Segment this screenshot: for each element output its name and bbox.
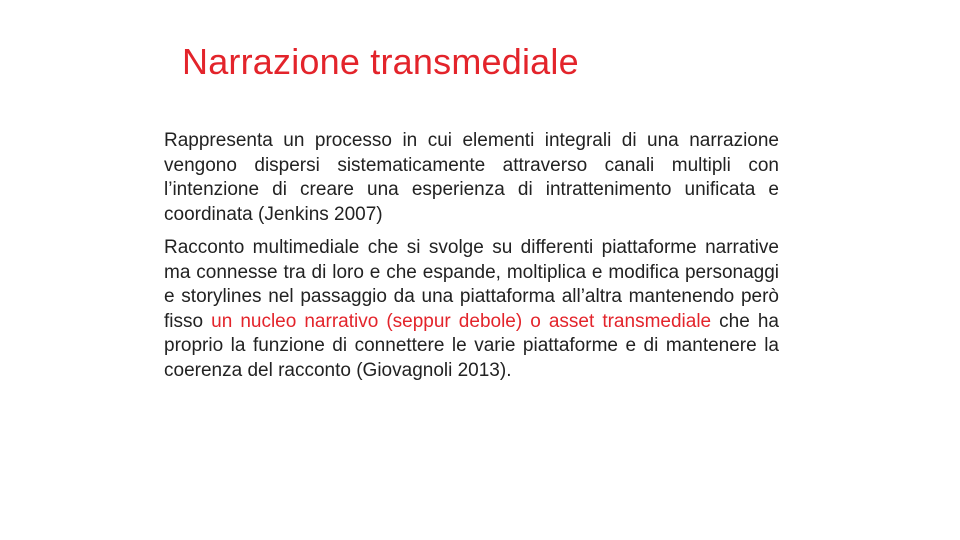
paragraph-text-after-highlight: che ha proprio la funzione di connettere le varie piattaforme e di mantenere la coerenza del racconto (Giovagnoli 2013).: [164, 310, 779, 381]
highlighted-phrase: un nucleo narrativo (seppur debole) o asset transmediale: [211, 310, 712, 332]
paragraph-text-before-highlight: Racconto multimediale che si svolge su differenti piattaforme narrative ma connesse tra di loro e che espande, moltiplica e modifica personaggi e storylines nel passaggio da una piattaforma all’altra mantenendo però fisso: [164, 237, 779, 332]
slide-body: [164, 129, 779, 383]
slide-title: Narrazione transmediale: [182, 41, 579, 82]
paragraph-definition: Rappresenta un processo in cui elementi integrali di una narrazione vengono dispersi sistematicamente attraverso canali multipli con l’intenzione di creare una esperienza di intrattenimento unificata e coordinata (Jenkins 2007): [164, 130, 779, 225]
paragraph-description: [164, 236, 779, 383]
